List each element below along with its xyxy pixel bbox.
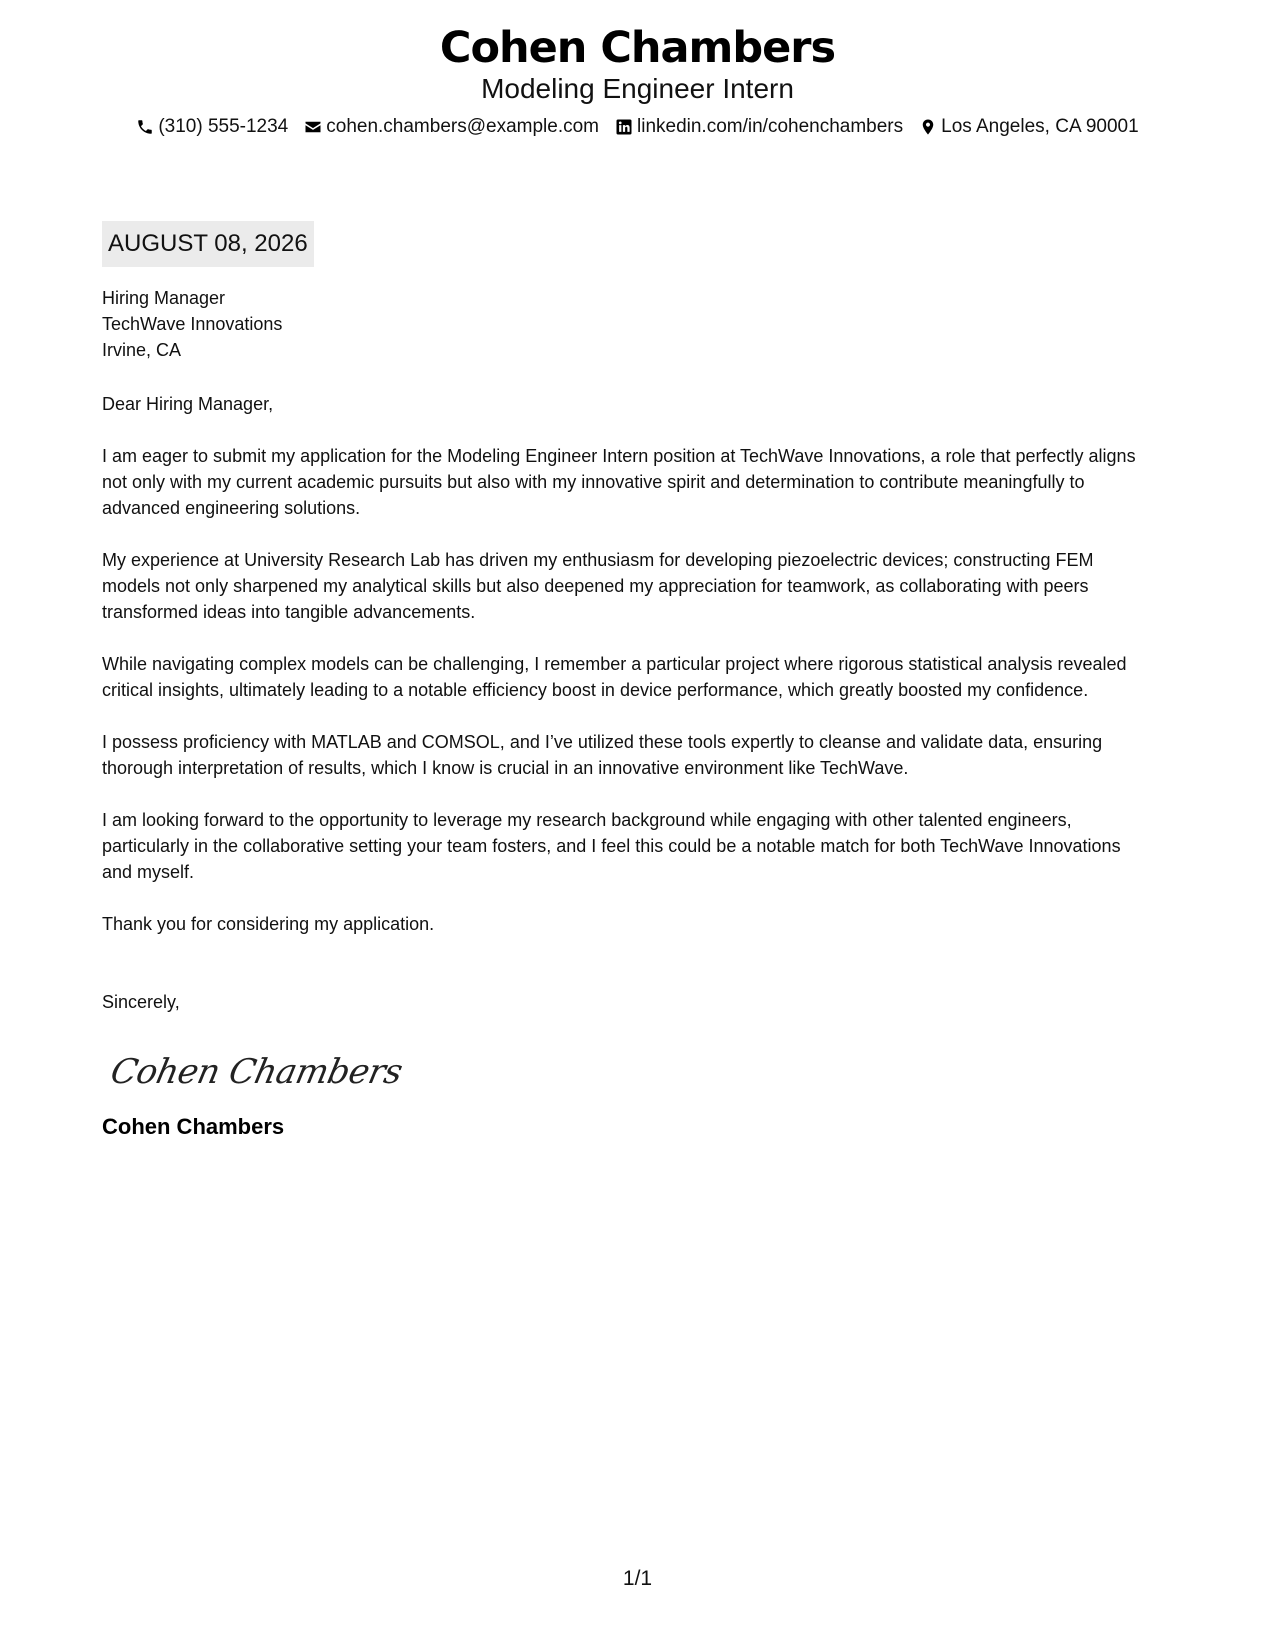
recipient-location: Irvine, CA (102, 340, 182, 360)
linkedin-url: linkedin.com/in/cohenchambers (637, 116, 904, 137)
contact-linkedin (615, 115, 903, 139)
salutation: Dear Hiring Manager, (102, 394, 274, 414)
letter-header (0, 22, 1275, 139)
phone-number: (310) 555-1234 (158, 116, 289, 137)
letter-body (102, 221, 1152, 1141)
signature-image (102, 1041, 406, 1101)
recipient-block (102, 285, 1152, 363)
recipient-name: Hiring Manager (102, 288, 226, 308)
location-text: Los Angeles, CA 90001 (941, 116, 1139, 137)
applicant-name: Cohen Chambers (439, 23, 836, 73)
signature-text: Cohen Chambers (107, 1052, 406, 1092)
page-number: 1/1 (622, 1567, 653, 1590)
closing: Sincerely, (102, 992, 180, 1012)
body-paragraph: My experience at University Research Lab has driven my enthusiasm for developing piezoelectric devices; constructing FEM models not only sharpened my analytical skills but also deepened my appreciation for teamwork, as collaborating with peers transformed ideas into tangible advancements. (102, 550, 1094, 622)
body-paragraph: While navigating complex models can be challenging, I remember a particular project where rigorous statistical analysis revealed critical insights, ultimately leading to a notable efficiency boost in device performance, which greatly boosted my confidence. (102, 654, 1127, 700)
email-address: cohen.chambers@example.com (326, 116, 599, 137)
body-paragraph: I am eager to submit my application for the Modeling Engineer Intern position at TechWave Innovations, a role that perfectly aligns not only with my current academic pursuits but also with my innovative spirit and determination to contribute meaningfully to advanced engineering solutions. (102, 446, 1136, 518)
map-pin-icon (919, 118, 937, 136)
contact-phone (136, 115, 288, 139)
recipient-company: TechWave Innovations (102, 314, 283, 334)
contact-email (304, 115, 599, 139)
thank-you-paragraph: Thank you for considering my application. (102, 914, 435, 934)
phone-icon (136, 118, 154, 136)
contact-location (919, 115, 1139, 139)
body-paragraph: I possess proficiency with MATLAB and COMSOL, and I’ve utilized these tools expertly to cleanse and validate data, ensuring thorough interpretation of results, which I know is crucial in an innovative environment like TechWave. (102, 732, 1103, 778)
contact-bar (0, 115, 1275, 139)
signed-name: Cohen Chambers (102, 1114, 285, 1139)
body-paragraph: I am looking forward to the opportunity to leverage my research background while engaging with other talented engineers, particularly in the collaborative setting your team fosters, and I feel this could be a notable match for both TechWave Innovations and myself. (102, 810, 1121, 882)
applicant-title: Modeling Engineer Intern (481, 73, 794, 104)
letter-date: AUGUST 08, 2026 (102, 221, 314, 267)
linkedin-icon (615, 118, 633, 136)
envelope-icon (304, 118, 322, 136)
